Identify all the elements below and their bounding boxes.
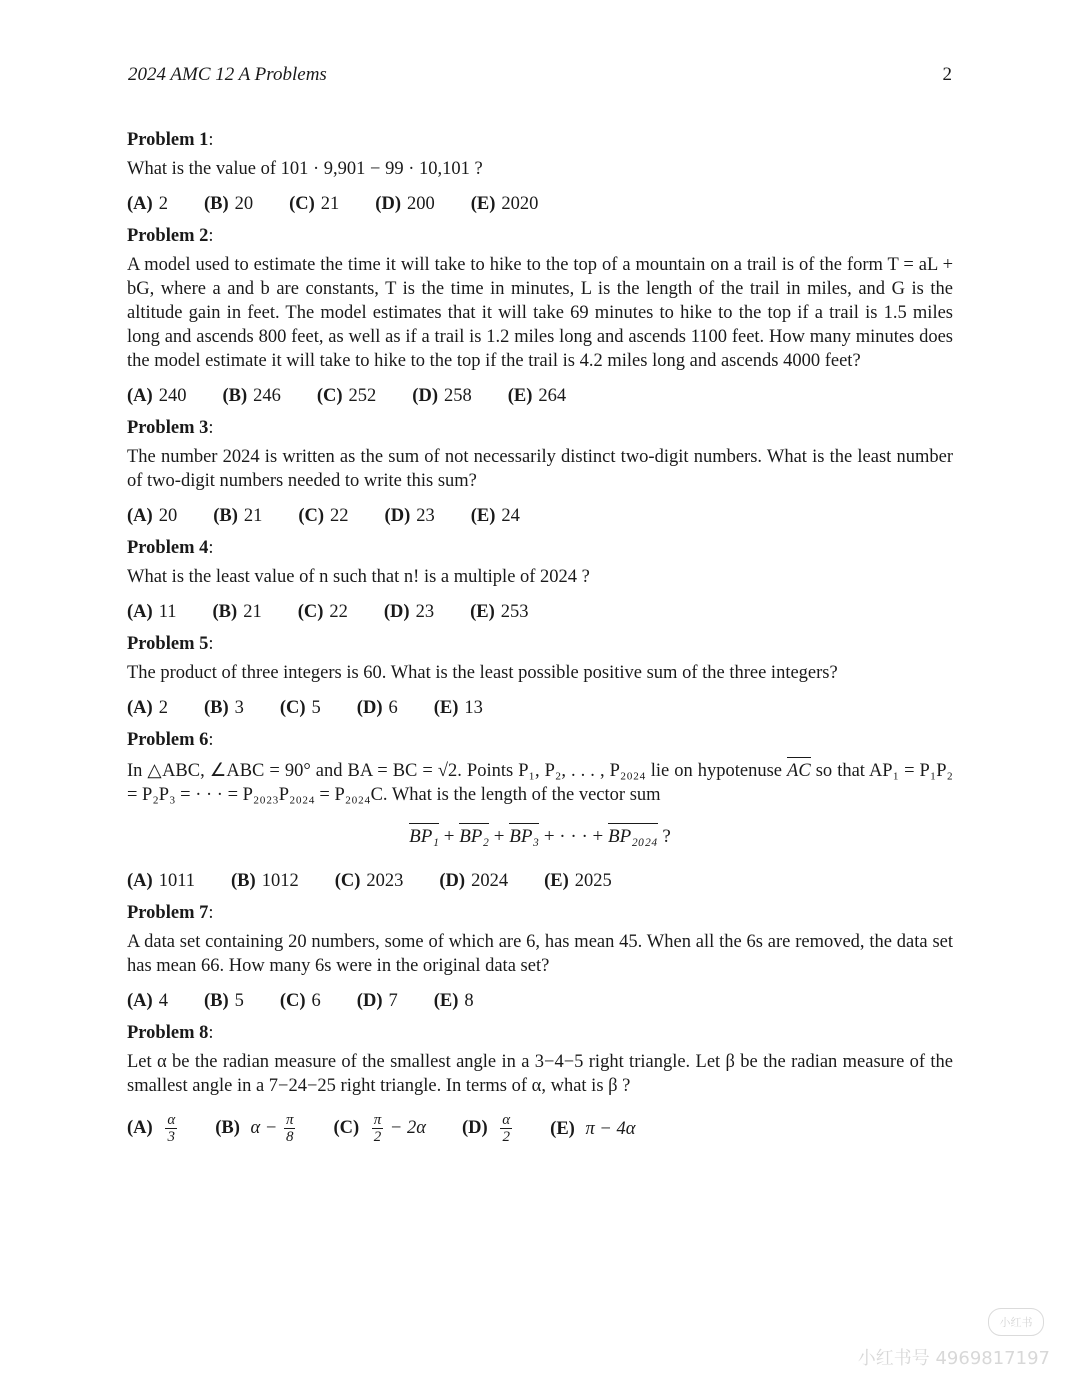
problem-text: The number 2024 is written as the sum of not necessarily distinct two-digit numbers. What is the least number of two-digit numbers needed to write this sum? — [127, 447, 953, 491]
vector-term: BP₃ — [509, 823, 539, 849]
answer-choices — [127, 989, 953, 1013]
problem-text: Let α be the radian measure of the smallest angle in a 3−4−5 right triangle. Let β be the radian measure of the smallest angle in a 7−24−25 right triangle. In terms of α, what is β ? — [127, 1052, 953, 1096]
choice-e: (E) 24 — [470, 506, 520, 526]
choice-a: (A) 4 — [127, 991, 168, 1011]
vector-term: BP₁ — [409, 823, 439, 849]
choice-d: (D) 200 — [375, 194, 435, 214]
choice-e: (E) π − 4α — [550, 1118, 636, 1139]
problem-list — [127, 128, 953, 1153]
problem-text: In △ABC, ∠ABC = 90° and BA = BC = √2. Points P₁, P₂, . . . , P₂₀₂₄ lie on hypotenuse AC so that AP₁ = P₁P₂ = P₂P₃ = · · · = P₂₀₂₃P₂₀₂₄ = P₂₀₂₄C. What is the length of the vector sum — [127, 757, 953, 807]
choice-b: (B) 21 — [212, 602, 262, 622]
answer-choices — [127, 504, 953, 528]
problem-text: What is the least value of n such that n! is a multiple of 2024 ? — [127, 567, 590, 587]
problem-2: Problem 2: A model used to estimate the time it will take to hike to the top of a mountain on a trail is of the form T = aL + bG, where a and b are constants, T is the time in minutes, L is the length of the trail in miles, and G is the altitude gain in feet. The model estimates that it will take 69 minutes to hike to the top if a trail is 1.5 miles long and ascends 800 feet, as well as if a trail is 1.2 miles long and ascends 1100 feet. How many minutes does the model estimate it will take to hike to the top if the trail is 4.2 miles long and ascends 4000 feet? (A) 240 (B) 246 (C) 252 (D) 258 (E) 264 — [127, 226, 953, 406]
problem-4: Problem 4: What is the least value of n such that n! is a multiple of 2024 ? (A) 11 (B) 21 (C) 22 (D) 23 (E) 253 — [127, 536, 953, 624]
problem-title: Problem 7 — [127, 903, 209, 923]
choice-d: (D) $\frac{\alpha}{2}$ — [461, 1112, 511, 1145]
choice-b: (B) 1012 — [231, 871, 299, 891]
choice-c: (C) 21 — [289, 194, 340, 214]
vector-term: BP₂₀₂₄ — [608, 823, 658, 849]
choice-d: (D) 258 — [412, 386, 472, 406]
choice-c: (C) 22 — [297, 602, 348, 622]
document-title: 2024 AMC 12 A Problems — [128, 64, 327, 85]
choice-e: (E) 13 — [433, 698, 483, 718]
problem-5: Problem 5: The product of three integers is 60. What is the least possible positive sum of the three integers? (A) 2 (B) 3 (C) 5 (D) 6 (E) 13 — [127, 632, 953, 720]
answer-choices — [127, 696, 953, 720]
problem-text: What is the value of 101 · 9,901 − 99 · 10,101 ? — [127, 159, 483, 179]
choice-d: (D) 23 — [384, 506, 435, 526]
problem-title: Problem 8 — [127, 1023, 209, 1043]
choice-a: (A) 20 — [127, 506, 178, 526]
choice-a: (A) 240 — [127, 386, 187, 406]
answer-choices — [127, 869, 953, 893]
choice-c: (C) 252 — [316, 386, 377, 406]
page-number: 2 — [942, 64, 952, 85]
problem-8: Problem 8: Let α be the radian measure of the smallest angle in a 3−4−5 right triangle. Let β be the radian measure of the smallest angle in a 7−24−25 right triangle. In terms of α, what is β ? (A) $\frac{\alpha}{3}$ (B) α − $\frac{\pi}{8}$ (C) $\frac{\pi}{2}$ − 2α (D) $\frac{\alpha}{2}$ (E) π − 4α — [127, 1023, 953, 1145]
problem-6: Problem 6: In △ABC, ∠ABC = 90° and BA = BC = √2. Points P₁, P₂, . . . , P₂₀₂₄ lie on hypotenuse AC so that AP₁ = P₁P₂ = P₂P₃ = · · · = P₂₀₂₃P₂₀₂₄ = P₂₀₂₄C. What is the length of the vector sum BP₁ + BP₂ + BP₃ + · · · + BP₂₀₂₄ ? (A) 1011 (B) 1012 (C) 2023 (D) 2024 (E) 2025 — [127, 730, 954, 891]
choice-c: (C) $\frac{\pi}{2}$ − 2α — [333, 1112, 426, 1145]
answer-choices — [127, 384, 953, 408]
problem-title: Problem 2 — [127, 226, 209, 246]
vector-sum-equation: BP₁ + BP₂ + BP₃ + · · · + BP₂₀₂₄ ? — [127, 823, 953, 849]
choice-b: (B) 3 — [203, 698, 244, 718]
problem-title: Problem 3 — [127, 418, 209, 438]
problem-title: Problem 1 — [127, 130, 209, 150]
choice-d: (D) 2024 — [439, 871, 509, 891]
answer-choices — [127, 192, 953, 216]
problem-7: Problem 7: A data set containing 20 numbers, some of which are 6, has mean 45. When all the 6s are removed, the data set has mean 66. How many 6s were in the original data set? (A) 4 (B) 5 (C) 6 (D) 7 (E) 8 — [127, 903, 953, 1011]
problem-3: Problem 3: The number 2024 is written as the sum of not necessarily distinct two-digit numbers. What is the least number of two-digit numbers needed to write this sum? (A) 20 (B) 21 (C) 22 (D) 23 (E) 24 — [127, 418, 953, 526]
choice-c: (C) 22 — [298, 506, 349, 526]
problem-text: The product of three integers is 60. What is the least possible positive sum of the three integers? — [127, 663, 838, 683]
choice-b: (B) 246 — [222, 386, 281, 406]
choice-b: (B) α − $\frac{\pi}{8}$ — [215, 1112, 294, 1145]
choice-a: (A) 11 — [127, 602, 177, 622]
choice-c: (C) 5 — [279, 698, 321, 718]
answer-choices — [127, 600, 953, 624]
choice-b: (B) 20 — [203, 194, 254, 214]
choice-d: (D) 7 — [356, 991, 398, 1011]
choice-e: (E) 253 — [470, 602, 529, 622]
choice-a: (A) 2 — [127, 194, 168, 214]
choice-d: (D) 23 — [383, 602, 435, 622]
choice-a: (A) $\frac{\alpha}{3}$ — [127, 1112, 176, 1145]
choice-b: (B) 21 — [213, 506, 263, 526]
problem-title: Problem 5 — [127, 634, 209, 654]
choice-c: (C) 2023 — [334, 871, 404, 891]
choice-d: (D) 6 — [356, 698, 398, 718]
choice-b: (B) 5 — [203, 991, 244, 1011]
choice-e: (E) 2020 — [470, 194, 539, 214]
page-header — [128, 64, 952, 86]
problem-title: Problem 4 — [127, 538, 209, 558]
segment-ac: AC — [787, 757, 811, 783]
watermark-badge: 小红书 — [988, 1308, 1044, 1336]
choice-c: (C) 6 — [279, 991, 321, 1011]
problem-text: A data set containing 20 numbers, some of which are 6, has mean 45. When all the 6s are removed, the data set has mean 66. How many 6s were in the original data set? — [127, 932, 953, 976]
choice-a: (A) 2 — [127, 698, 168, 718]
choice-e: (E) 264 — [507, 386, 567, 406]
watermark-text: 小红书号 4969817197 — [857, 1348, 1050, 1369]
problem-text: A model used to estimate the time it will take to hike to the top of a mountain on a trail is of the form T = aL + bG, where a and b are constants, T is the time in minutes, L is the length of the trail in miles, and G is the altitude gain in feet. The model estimates that it will take 69 minutes to hike to the top if a trail is 1.5 miles long and ascends 800 feet, as well as if a trail is 1.2 miles long and ascends 1100 feet. How many minutes does the model estimate it will take to hike to the top if the trail is 4.2 miles long and ascends 4000 feet? — [127, 255, 953, 371]
choice-e: (E) 2025 — [544, 871, 612, 891]
vector-term: BP₂ — [459, 823, 489, 849]
choice-e: (E) 8 — [433, 991, 474, 1011]
choice-a: (A) 1011 — [127, 871, 196, 891]
answer-choices — [127, 1112, 953, 1145]
problem-1: Problem 1: What is the value of 101 · 9,901 − 99 · 10,101 ? (A) 2 (B) 20 (C) 21 (D) 200 (E) 2020 — [127, 128, 953, 216]
problem-title: Problem 6 — [127, 730, 209, 750]
